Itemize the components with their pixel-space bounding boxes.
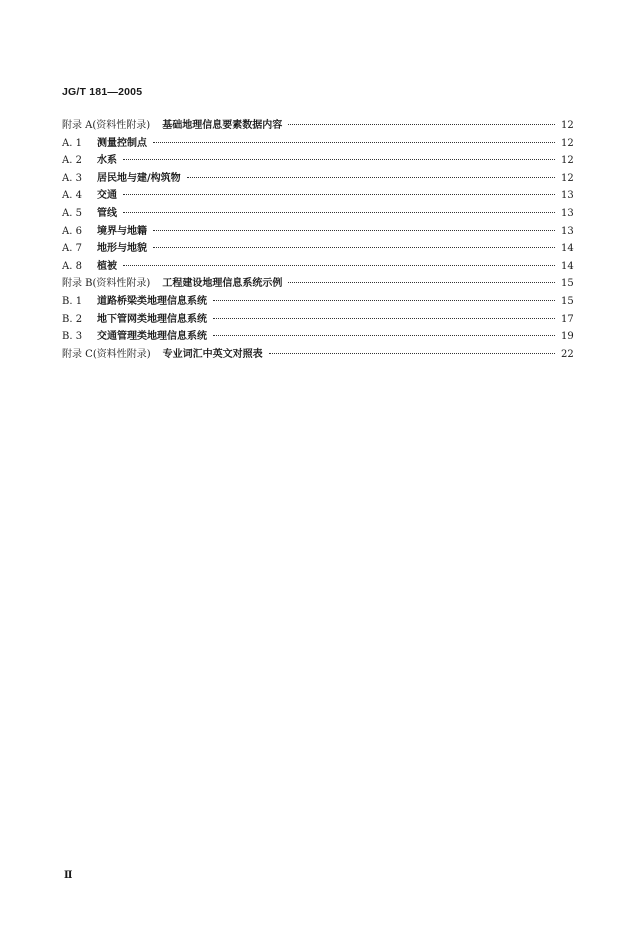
toc-entry-page: 12	[561, 155, 574, 167]
toc-entry-title: 地形与地貌	[97, 243, 147, 255]
toc-entry-page: 17	[561, 313, 574, 325]
toc-entry-prefix: 附录 A(资料性附录)	[62, 120, 151, 131]
toc-entry-title: 基础地理信息要素数据内容	[162, 120, 283, 131]
toc-entry-title: 管线	[97, 207, 117, 219]
toc-entry-title: 工程建设地理信息系统示例	[162, 278, 283, 290]
toc-entry-number: B. 1	[62, 295, 83, 307]
dot-leader	[153, 142, 555, 143]
dot-leader	[187, 177, 555, 178]
dot-leader	[123, 265, 555, 266]
dot-leader	[123, 194, 555, 195]
toc-entry-page: 15	[561, 278, 574, 290]
dot-leader	[213, 300, 555, 301]
toc-entry-b3[interactable]	[62, 327, 573, 345]
toc-entry-title: 道路桥梁类地理信息系统	[97, 295, 207, 307]
toc-entry-appendix-c[interactable]	[62, 345, 573, 363]
toc-entry-page: 13	[561, 207, 574, 219]
dot-leader	[269, 353, 555, 354]
toc-entry-page: 14	[561, 260, 574, 272]
dot-leader	[288, 282, 555, 283]
toc-entry-title: 专业词汇中英文对照表	[162, 348, 263, 360]
toc-entry-a6[interactable]	[62, 222, 573, 240]
toc-entry-page: 15	[561, 295, 574, 307]
toc-entry-number: A. 6	[62, 225, 82, 237]
dot-leader	[153, 230, 555, 231]
toc-entry-title: 水系	[97, 155, 117, 167]
toc-entry-a3[interactable]	[62, 169, 573, 187]
toc-entry-page: 22	[561, 348, 574, 360]
toc-entry-b2[interactable]	[62, 310, 573, 328]
toc-entry-page: 12	[561, 172, 574, 184]
dot-leader	[213, 335, 555, 336]
toc-entry-number: A. 1	[62, 137, 82, 149]
toc-entry-page: 12	[561, 137, 574, 149]
dot-leader	[288, 124, 555, 125]
toc-entry-number: A. 8	[62, 260, 82, 272]
toc-entry-number: B. 2	[62, 313, 83, 325]
toc-entry-number: A. 4	[62, 190, 82, 202]
toc-entry-page: 19	[561, 331, 574, 343]
toc-entry-page: 12	[561, 120, 574, 131]
toc-entry-a5[interactable]	[62, 204, 573, 222]
toc-entry-a4[interactable]	[62, 186, 573, 204]
dot-leader	[153, 247, 555, 248]
toc-entry-a8[interactable]	[62, 257, 573, 275]
toc-entry-title: 交通管理类地理信息系统	[97, 331, 207, 343]
toc-entry-page: 14	[561, 243, 574, 255]
dot-leader	[123, 212, 555, 213]
toc-entry-title: 测量控制点	[97, 137, 147, 149]
table-of-contents	[62, 116, 573, 362]
toc-entry-page: 13	[561, 190, 574, 202]
toc-entry-title: 居民地与建/构筑物	[97, 172, 181, 184]
toc-entry-a7[interactable]	[62, 239, 573, 257]
dot-leader	[123, 159, 555, 160]
toc-entry-a1[interactable]	[62, 134, 573, 152]
dot-leader	[213, 318, 555, 319]
toc-entry-number: B. 3	[62, 331, 83, 343]
toc-entry-b1[interactable]	[62, 292, 573, 310]
toc-entry-appendix-a[interactable]	[62, 116, 573, 134]
standard-code-header: JG/T 181—2005	[62, 86, 143, 98]
toc-entry-title: 植被	[97, 260, 117, 272]
toc-entry-page: 13	[561, 225, 574, 237]
toc-entry-prefix: 附录 C(资料性附录)	[62, 348, 151, 360]
toc-entry-number: A. 5	[62, 207, 82, 219]
toc-entry-prefix: 附录 B(资料性附录)	[62, 278, 151, 290]
toc-entry-number: A. 3	[62, 172, 82, 184]
toc-entry-title: 交通	[97, 190, 117, 202]
toc-entry-number: A. 2	[62, 155, 82, 167]
page-number: Ⅱ	[64, 870, 73, 881]
toc-entry-appendix-b[interactable]	[62, 274, 573, 292]
toc-entry-title: 地下管网类地理信息系统	[97, 313, 207, 325]
toc-entry-title: 境界与地籍	[97, 225, 147, 237]
toc-entry-number: A. 7	[62, 243, 82, 255]
toc-entry-a2[interactable]	[62, 151, 573, 169]
